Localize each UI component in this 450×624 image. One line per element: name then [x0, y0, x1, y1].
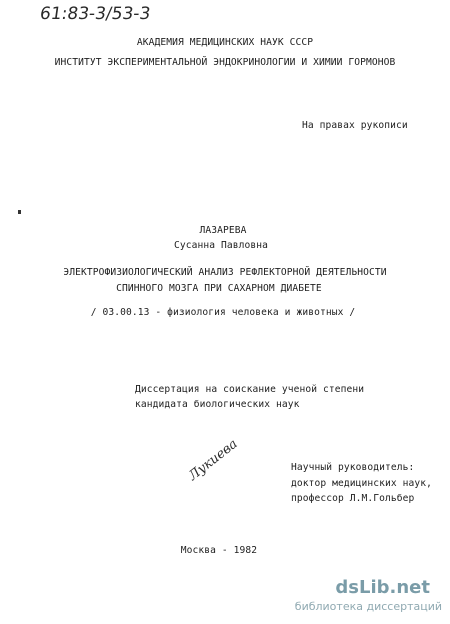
- city-year: Москва - 1982: [180, 545, 258, 556]
- manuscript-rights: На правах рукописи: [302, 120, 408, 131]
- title-line-1: ЭЛЕКТРОФИЗИОЛОГИЧЕСКИЙ АНАЛИЗ РЕФЛЕКТОРНОЙ ДЕЯТЕЛЬНОСТИ: [63, 267, 387, 278]
- author-surname: ЛАЗАРЕВА: [199, 225, 247, 236]
- specialty-code: / 03.00.13 - физиология человека и животных /: [90, 307, 356, 318]
- watermark-subtitle: библиотека диссертаций: [294, 600, 442, 613]
- watermark: [278, 575, 446, 617]
- supervisor-name: профессор Л.М.Гольбер: [291, 493, 415, 504]
- supervisor-degree: доктор медицинских наук,: [291, 478, 433, 489]
- margin-mark: [18, 210, 21, 214]
- archive-code: 61:83-3/53-3: [38, 4, 152, 24]
- academy-name: АКАДЕМИЯ МЕДИЦИНСКИХ НАУК СССР: [136, 37, 314, 48]
- handwritten-signature: Лукиева: [186, 436, 241, 484]
- author-name: Сусанна Павловна: [173, 240, 268, 251]
- dissertation-line-1: Диссертация на соискание ученой степени: [135, 384, 365, 395]
- institute-name: ИНСТИТУТ ЭКСПЕРИМЕНТАЛЬНОЙ ЭНДОКРИНОЛОГИИ И ХИМИИ ГОРМОНОВ: [54, 57, 396, 68]
- supervisor-label: Научный руководитель:: [291, 462, 415, 473]
- dissertation-line-2: кандидата биологических наук: [135, 399, 300, 410]
- watermark-logo: dsLib.net: [335, 577, 430, 598]
- title-line-2: СПИННОГО МОЗГА ПРИ САХАРНОМ ДИАБЕТЕ: [116, 283, 322, 294]
